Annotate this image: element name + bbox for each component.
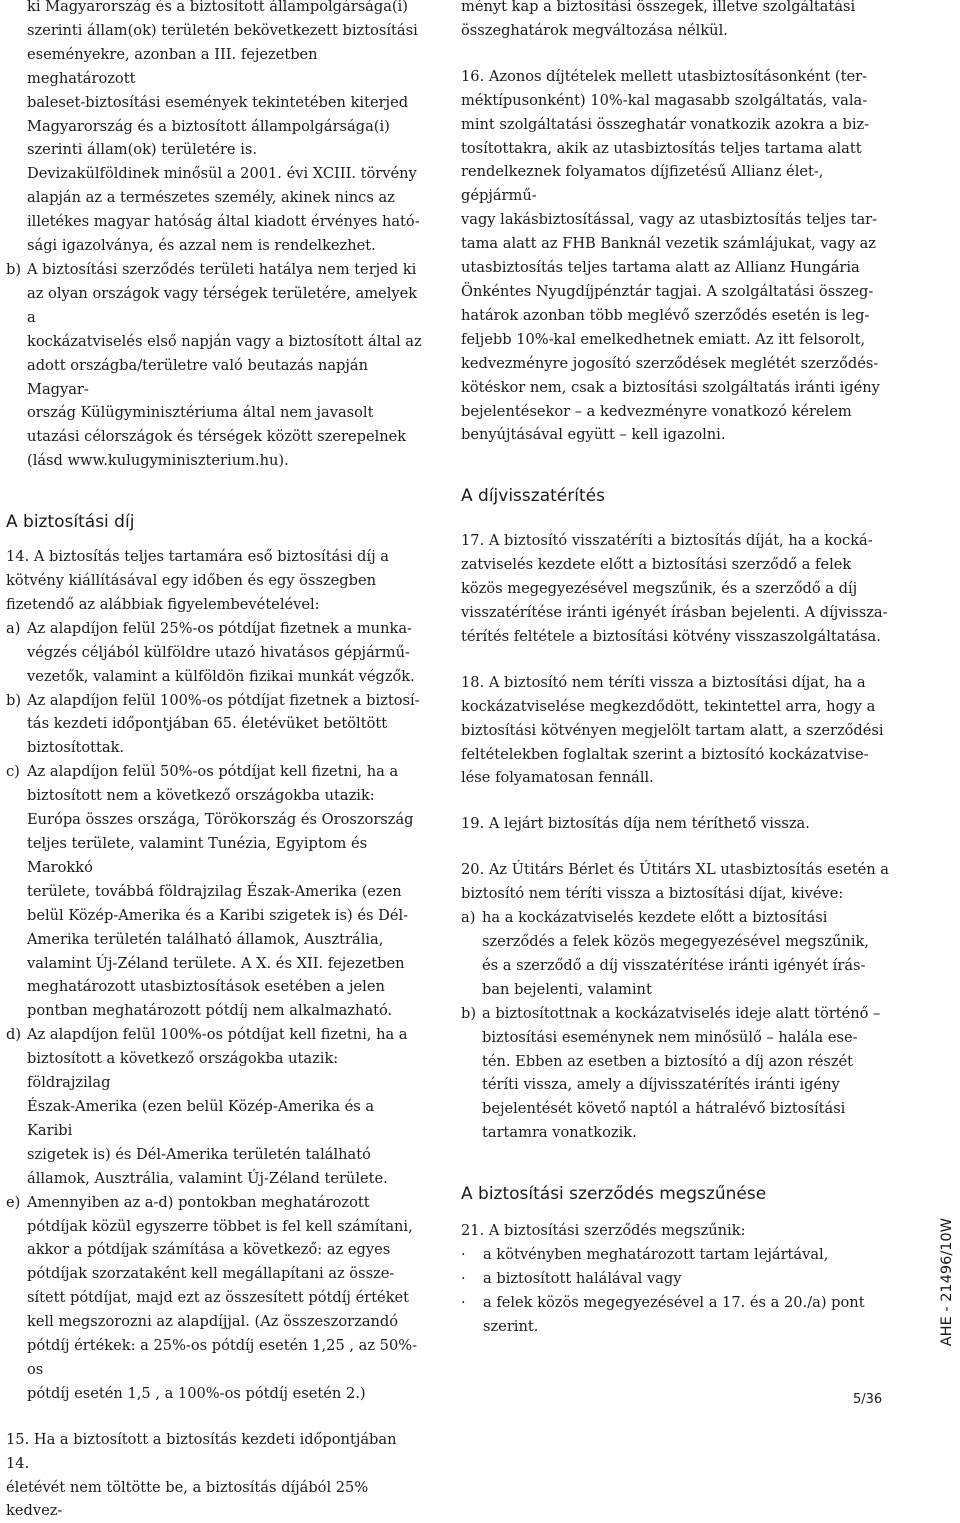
paragraph-20-items [461,906,891,1145]
text-line: Az alapdíjon felül 50%-os pótdíjat kell fizetni, ha a [27,763,399,781]
page-number: 5/36 [853,1392,883,1407]
list-item-label: a) [461,909,476,927]
text-line: közös megegyezésével megszűnik, és a szerződő a díj [461,580,858,598]
text-line: ban bejelenti, valamint [482,980,652,998]
text-line: pótdíjak szorzataként kell megállapítani az össze- [27,1265,395,1283]
text-line: (lásd www.kulugyminiszterium.hu). [27,452,289,470]
text-line: utazási célországok és térségek között szerepelnek [27,428,407,446]
text-line: pótdíj esetén 1,5 , a 100%-os pótdíj esetén 2.) [27,1384,366,1402]
text-line: Az alapdíjon felül 25%-os pótdíjat fizetnek a munka- [27,619,412,637]
text-line: Önkéntes Nyugdíjpénztár tagjai. A szolgáltatási összeg- [461,282,874,300]
text-line: államok, Ausztrália, valamint Új-Zéland területe. [27,1169,388,1187]
text-line: benyújtásával együtt – kell igazolni. [461,426,726,444]
text-line: Amerika területén található államok, Ausztrália, [27,930,384,948]
text-line: 21. A biztosítási szerződés megszűnik: [461,1222,746,1240]
text-line: biztosítási kötvényen megjelölt tartam alatt, a szerződési [461,721,884,739]
text-line: tama alatt az FHB Banknál vezetik számlájukat, vagy az [461,235,876,253]
text-line: feljebb 10%-kal emelkedhetnek emiatt. Az itt felsorolt, [461,330,866,348]
text-line: szigetek is) és Dél-Amerika területén található [27,1145,371,1163]
list-item [6,258,424,473]
list-item [6,689,424,761]
text-line: az olyan országok vagy térségek területére, amelyek a [27,284,418,326]
paragraph-18 [461,671,891,791]
text-line: Amennyiben az a-d) pontokban meghatározott [27,1193,370,1211]
text-line: Devizakülföldinek minősül a 2001. évi XCIII. törvény [27,165,417,183]
list-item-text [27,1023,424,1190]
text-line: szerinti állam(ok) területén bekövetkezett biztosítási [27,21,418,39]
text-line: tén. Ebben az esetben a biztosító a díj azon részét [482,1052,854,1070]
text-line: mint szolgáltatási összeghatár vonatkozik azokra a biz- [461,115,870,133]
text-line: vagy lakásbiztosítással, vagy az utasbiztosítás teljes tar- [461,211,878,229]
text-line: sített pótdíjat, majd ezt az összesített pótdíj értéket [27,1289,410,1307]
text-line: biztosított nem a következő országokba utazik: [27,787,375,805]
text-line: ország Külügyminisztériuma által nem javasolt [27,404,374,422]
text-line: visszatérítése iránti igényét írásban bejelenti. A díjvissza- [461,604,888,622]
text-line: ményt kap a biztosítási összegek, illetve szolgáltatási [461,0,856,15]
list-item-text [27,760,424,1023]
text-line: Az alapdíjon felül 100%-os pótdíjat fizetnek a biztosí- [27,691,420,709]
text-line: bejelentésekor – a kedvezményre vonatkozó kérelem [461,402,852,420]
bullet-text: a kötvényben meghatározott tartam lejártával, [483,1246,829,1264]
bullet-item [461,1243,891,1267]
bullet-dot-icon: · [461,1269,466,1287]
text-line: kötéskor nem, csak a biztosítási szolgáltatás iránti igény [461,378,880,396]
list-item-label: d) [6,1026,22,1044]
list-item-text [482,1002,891,1145]
list-item [6,1191,424,1406]
text-line: térítés feltétele a biztosítási kötvény visszaszolgáltatása. [461,627,881,645]
text-line: lése folyamatosan fennáll. [461,769,654,787]
list-item [6,1023,424,1190]
text-line: eseményekre, azonban a III. fejezetben meghatározott [27,45,318,87]
left-column [6,0,424,1523]
list-item-text [482,906,891,1002]
text-line: 19. A lejárt biztosítás díja nem téríthető vissza. [461,815,810,833]
text-line: 17. A biztosító visszatéríti a biztosítás díját, ha a kocká- [461,532,873,550]
text-line: biztosított a következő országokba utazik: földrajzilag [27,1050,339,1092]
list-item-label: b) [461,1004,477,1022]
paragraph-17 [461,529,891,649]
text-line: pótdíj értékek: a 25%-os pótdíj esetén 1,25 , az 50%-os [27,1337,418,1378]
list-item [6,617,424,689]
text-line: belül Közép-Amerika és a Karibi szigetek is) és Dél- [27,906,409,924]
text-line: ha a kockázatviselés kezdete előtt a biztosítási [482,909,828,927]
text-line: a biztosítottnak a kockázatviselés ideje alatt történő – [482,1004,881,1022]
text-line: pótdíjak közül egyszerre többet is fel kell számítani, [27,1217,413,1235]
deviza-paragraph [6,162,424,258]
paragraph-14 [6,545,424,617]
text-line: alapján az a természetes személy, akinek nincs az [27,189,395,207]
list-item [6,760,424,1023]
bullet-text: a biztosított halálával vagy [483,1269,682,1287]
text-line: téríti vissza, amely a díjvisszatérítés iránti igény [482,1076,840,1094]
list-item-label: b) [6,691,22,709]
list-item-label: a) [6,619,21,637]
document-code: AHE - 21496/10W [939,1218,955,1347]
text-line: vezetők, valamint a külföldön fizikai munkát végzők. [27,667,415,685]
text-line: biztosító nem téríti vissza a biztosítási díjat, kivéve: [461,885,844,903]
text-line: feltételekben foglaltak szerint a biztosító kockázatvise- [461,745,869,763]
territory-item-b [6,258,424,473]
text-line: akkor a pótdíjak számítása a következő: az egyes [27,1241,391,1259]
text-line: 20. Az Útitárs Bérlet és Útitárs XL utasbiztosítás esetén a [461,861,890,879]
paragraph-14-items [6,617,424,1406]
list-item-label: b) [6,260,22,278]
text-line: szerinti állam(ok) területére is. [27,141,257,159]
text-line: fizetendő az alábbiak figyelembevételével: [6,595,320,613]
text-line: kockázatviselése megkezdődött, tekintettel arra, hogy a [461,697,876,715]
list-item-text [27,258,424,473]
text-line: szerződés a felek közös megegyezésével megszűnik, [482,933,870,950]
bullet-text: a felek közös megegyezésével a 17. és a 20./a) pont szerint. [483,1293,865,1335]
text-line: Az alapdíjon felül 100%-os pótdíjat kell fizetni, ha a [27,1026,408,1044]
text-line: teljes területe, valamint Tunézia, Egyiptom és Marokkó [27,835,368,876]
bullet-item [461,1291,891,1339]
text-line: illetékes magyar hatóság által kiadott érvényes ható- [27,213,420,231]
paragraph-21 [461,1219,891,1243]
list-item [461,1002,891,1145]
text-line: méktípusonként) 10%-kal magasabb szolgáltatás, vala- [461,91,868,109]
text-line: biztosítottak. [27,739,125,757]
text-line: tás kezdeti időpontjában 65. életévüket betöltött [27,715,388,733]
list-item-text [27,617,424,689]
text-line: Magyarország és a biztosított állampolgársága(i) [27,117,390,135]
text-line: 14. A biztosítás teljes tartamára eső biztosítási díj a [6,548,389,566]
text-line: meghatározott utasbiztosítások esetében a jelen [27,978,385,996]
text-line: kedvezményre jogosító szerződések meglétét szerződés- [461,354,879,372]
right-column [461,0,891,1339]
text-line: Észak-Amerika (ezen belül Közép-Amerika és a Karibi [27,1097,375,1139]
bullet-dot-icon: · [461,1293,466,1311]
text-line: utasbiztosítás teljes tartama alatt az Allianz Hungária [461,259,860,277]
text-line: kell megszorozni az alapdíjjal. (Az összeszorzandó [27,1313,399,1331]
right-intro-paragraph [461,0,891,43]
text-line: valamint Új-Zéland területe. A X. és XII. fejezetben [27,954,405,972]
bullet-item [461,1267,891,1291]
text-line: tartamra vonatkozik. [482,1124,637,1142]
text-line: területe, továbbá földrajzilag Észak-Amerika (ezen [27,882,402,900]
text-line: kötvény kiállításával egy időben és egy összegben [6,572,376,590]
paragraph-16 [461,65,891,448]
list-item-label: c) [6,763,20,781]
text-line: rendelkeznek folyamatos díjfizetésű Allianz élet-, gépjármű- [461,163,824,205]
text-line: Európa összes országa, Törökország és Oroszország [27,811,414,829]
list-item [461,906,891,1002]
text-line: zatviselés kezdete előtt a biztosítási szerződő a felek [461,556,852,574]
paragraph-15 [6,1428,424,1523]
text-line: 16. Azonos díjtételek mellett utasbiztosításonként (ter- [461,67,867,85]
list-item-label: e) [6,1193,21,1211]
section-heading-termination: A biztosítási szerződés megszűnése [461,1184,767,1205]
text-line: baleset-biztosítási események tekintetében kiterjed [27,93,409,111]
list-item-text [27,1191,424,1406]
list-item-text [27,689,424,761]
text-line: végzés céljából külföldre utazó hivatásos gépjármű- [27,643,410,661]
text-line: 15. Ha a biztosított a biztosítás kezdeti időpontjában 14. [6,1430,397,1472]
paragraph-20 [461,858,891,906]
text-line: összeghatárok megváltozása nélkül. [461,21,728,39]
paragraph-19 [461,812,891,836]
text-line: határok azonban több meglévő szerződés esetén is leg- [461,306,870,324]
text-line: tosítottakra, akik az utasbiztosítás teljes tartama alatt [461,139,862,157]
section-heading-refund: A díjvisszatérítés [461,486,605,507]
text-line: és a szerződő a díj visszatérítése iránti igényét írás- [482,956,866,974]
text-line: A biztosítási szerződés területi hatálya nem terjed ki [27,260,417,278]
text-line: sági igazolványa, és azzal nem is rendelkezhet. [27,237,376,255]
text-line: adott országba/területre való beutazás napján Magyar- [27,356,369,398]
text-line: életévét nem töltötte be, a biztosítás díjából 25% kedvez- [6,1478,369,1520]
text-line: pontban meghatározott pótdíj nem alkalmazható. [27,1002,393,1020]
text-line: kockázatviselés első napján vagy a biztosított által az [27,332,422,350]
bullet-dot-icon: · [461,1246,466,1264]
text-line: ki Magyarország és a biztosított állampolgársága(i) [27,0,408,15]
text-line: bejelentését követő naptól a hátralévő biztosítási [482,1100,846,1118]
intro-paragraph [6,0,424,162]
section-heading-premium: A biztosítási díj [6,512,135,533]
text-line: biztosítási eseménynek nem minősülő – halála ese- [482,1028,858,1046]
paragraph-21-bullets [461,1243,891,1339]
text-line: 18. A biztosító nem téríti vissza a biztosítási díjat, ha a [461,673,866,691]
